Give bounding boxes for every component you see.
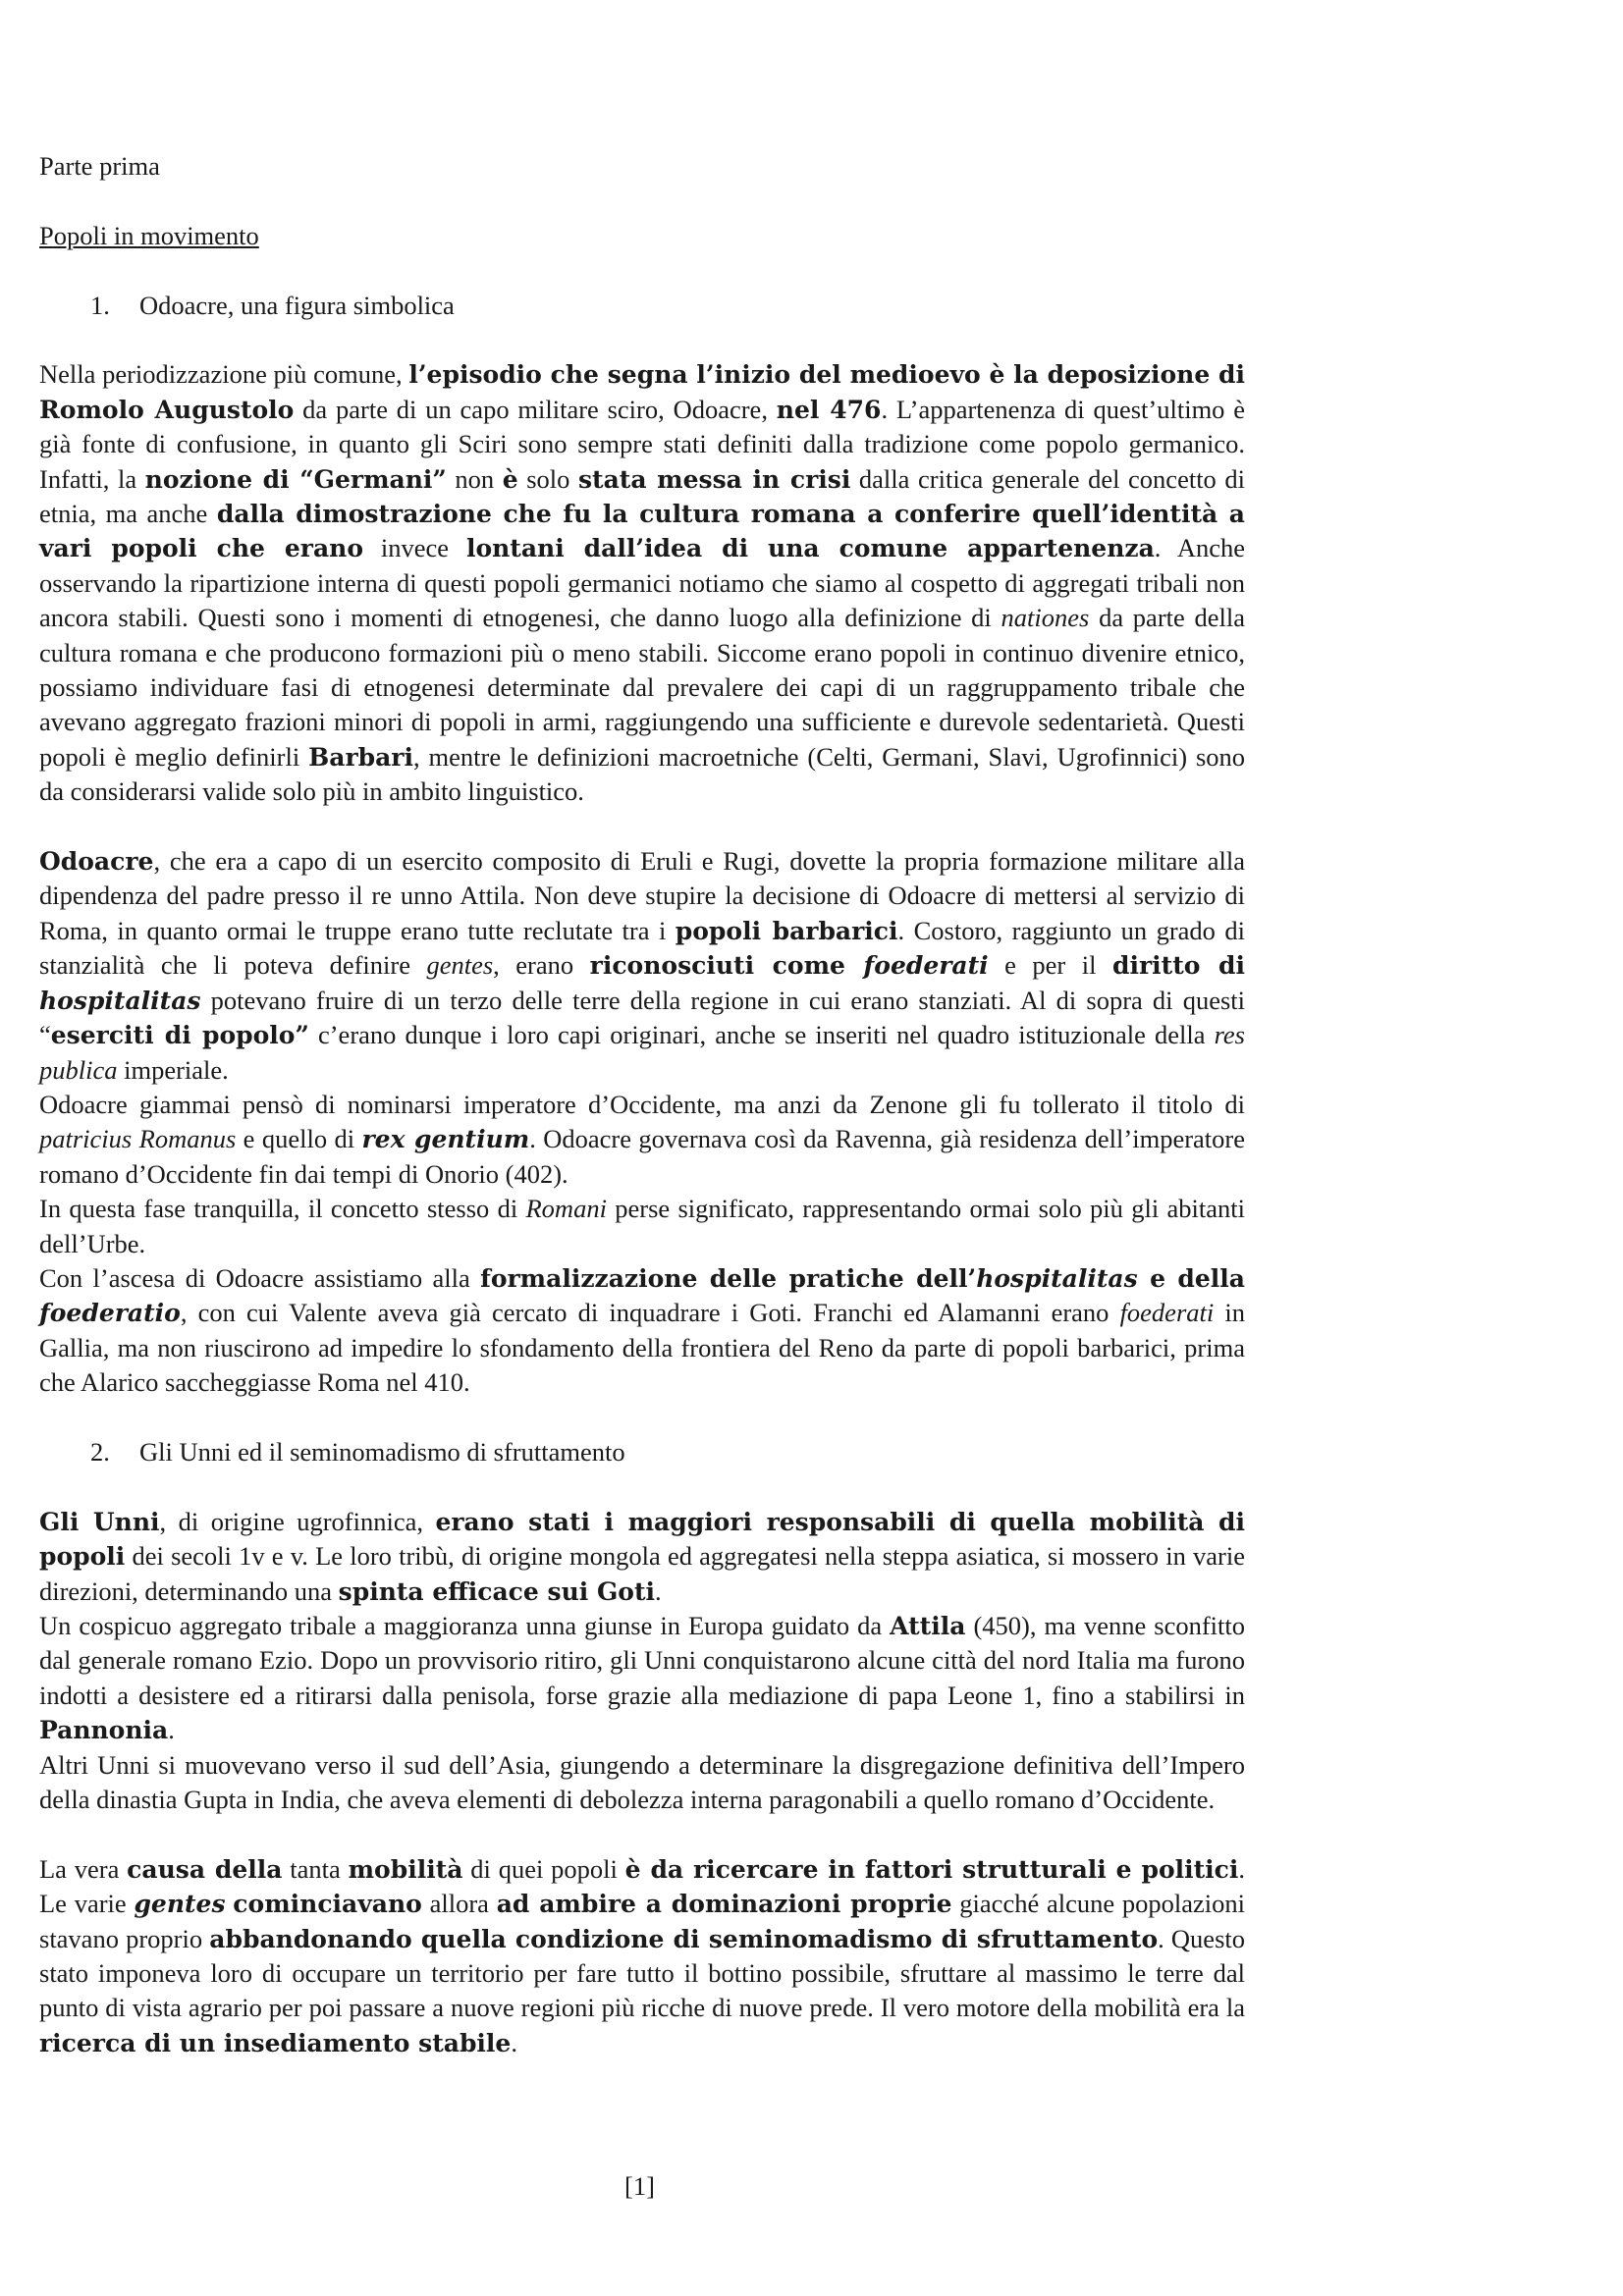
chapter-1-paragraph-5: Con l’ascesa di Odoacre assistiamo alla formalizzazione delle pratiche dell’hospitalitas e della foederatio, con cui Valente aveva già cercato di inquadrare i Goti. Franchi ed Alamanni erano foederati in Gallia, ma non riuscirono ad impedire lo sfondamento della frontiera del Reno da parte di popoli barbarici, prima che Alarico saccheggiasse Roma nel 410. (39, 1262, 1245, 1398)
chapter-2-paragraph-2: Un cospicuo aggregato tribale a maggioranza unna giunse in Europa guidato da Attila (450), ma venne sconfitto dal generale romano Ezio. Dopo un provvisorio ritiro, gli Unni conquistarono alcune città del nord Italia ma furono indotti a desistere ed a ritirarsi dalla penisola, forse grazie alla mediazione di papa Leone 1, fino a stabilirsi in Pannonia. (39, 1610, 1245, 1745)
part-label: Parte prima (39, 151, 160, 181)
chapter-2-heading (39, 1435, 1245, 1469)
chapter-1-paragraph-4: In questa fase tranquilla, il concetto stesso di Romani perse significato, rappresentando ormai solo più gli abitanti dell’Urbe. (39, 1194, 1245, 1258)
chapter-2-paragraph-4: La vera causa della tanta mobilità di quei popoli è da ricercare in fattori strutturali e politici. Le varie gentes cominciavano allora ad ambire a dominazioni proprie giacché alcune popolazioni stavano proprio abbandonando quella condizione di seminomadismo di sfruttamento. Questo stato imponeva loro di occupare un territorio per fare tutto il bottino possibile, sfruttare al massimo le terre dal punto di vista agrario per poi passare a nuove regioni più ricche di nuove prede. Il vero motore della mobilità era la ricerca di un insediamento stabile. (39, 1853, 1246, 2057)
section-title: Popoli in movimento (39, 220, 259, 250)
chapter-2-paragraph-1: Gli Unni, di origine ugrofinnica, erano stati i maggiori responsabili di quella mobilità di popoli dei secoli 1v e v. Le loro tribù, di origine mongola ed aggregatesi nella steppa asiatica, si mossero in varie direzioni, determinando una spinta efficace sui Goti. (39, 1506, 1246, 1606)
chapter-1-paragraph-3: Odoacre giammai pensò di nominarsi imperatore d’Occidente, ma anzi da Zenone gli fu tollerato il titolo di patricius Romanus e quello di rex gentium. Odoacre governava così da Ravenna, già residenza dell’imperatore romano d’Occidente fin dai tempi di Onorio (402). (39, 1089, 1245, 1189)
chapter-2-title: Gli Unni ed il seminomadismo di sfruttamento (139, 1436, 625, 1467)
chapter-1-title: Odoacre, una figura simbolica (139, 290, 455, 320)
chapter-1-number: 1. (90, 290, 110, 320)
chapter-1-paragraph-1: Nella periodizzazione più comune, l’episodio che segna l’inizio del medioevo è la deposizione di Romolo Augustolo da parte di un capo militare sciro, Odoacre, nel 476. L’appartenenza di quest’ultimo è già fonte di confusione, in quanto gli Sciri sono sempre stati definiti dalla tradizione come popolo germanico. Infatti, la nozione di “Germani” non è solo stata messa in crisi dalla critica generale del concetto di etnia, ma anche dalla dimostrazione che fu la cultura romana a conferire quell’identità a vari popoli che erano invece lontani dall’idea di una comune appartenenza. Anche osservando la ripartizione interna di questi popoli germanici notiamo che siamo al cospetto di aggregati tribali non ancora stabili. Questi sono i momenti di etnogenesi, che danno luogo alla definizione di nationes da parte della cultura romana e che producono formazioni più o meno stabili. Siccome erano popoli in continuo divenire etnico, possiamo individuare fasi di etnogenesi determinate dal prevalere dei capi di un raggruppamento tribale che avevano aggregato frazioni minori di popoli in armi, raggiungendo una sufficiente e durevole sedentarietà. Questi popoli è meglio definirli Barbari, mentre le definizioni macroetniche (Celti, Germani, Slavi, Ugrofinnici) sono da considerarsi valide solo più in ambito linguistico. (39, 359, 1246, 807)
chapter-1-heading (39, 289, 1245, 323)
chapter-1-paragraph-2: Odoacre, che era a capo di un esercito composito di Eruli e Rugi, dovette la propria formazione militare alla dipendenza del padre presso il re unno Attila. Non deve stupire la decisione di Odoacre di mettersi al servizio di Roma, in quanto ormai le truppe erano tutte reclutate tra i popoli barbarici. Costoro, raggiunto un grado di stanzialità che li poteva definire gentes, erano riconosciuti come foederati e per il diritto di hospitalitas potevano fruire di un terzo delle terre della regione in cui erano stanziati. Al di sopra di questi “eserciti di popolo” c’erano dunque i loro capi originari, anche se inseriti nel quadro istituzionale della res publica imperiale. (39, 846, 1245, 1085)
chapter-2-number: 2. (90, 1436, 110, 1467)
document-body (39, 149, 1245, 2060)
chapter-2-paragraph-3: Altri Unni si muovevano verso il sud dell’Asia, giungendo a determinare la disgregazione definitiva dell’Impero della dinastia Gupta in India, che aveva elementi di debolezza interna paragonabili a quello romano d’Occidente. (39, 1749, 1245, 1814)
page-number: [1] (624, 2171, 655, 2201)
